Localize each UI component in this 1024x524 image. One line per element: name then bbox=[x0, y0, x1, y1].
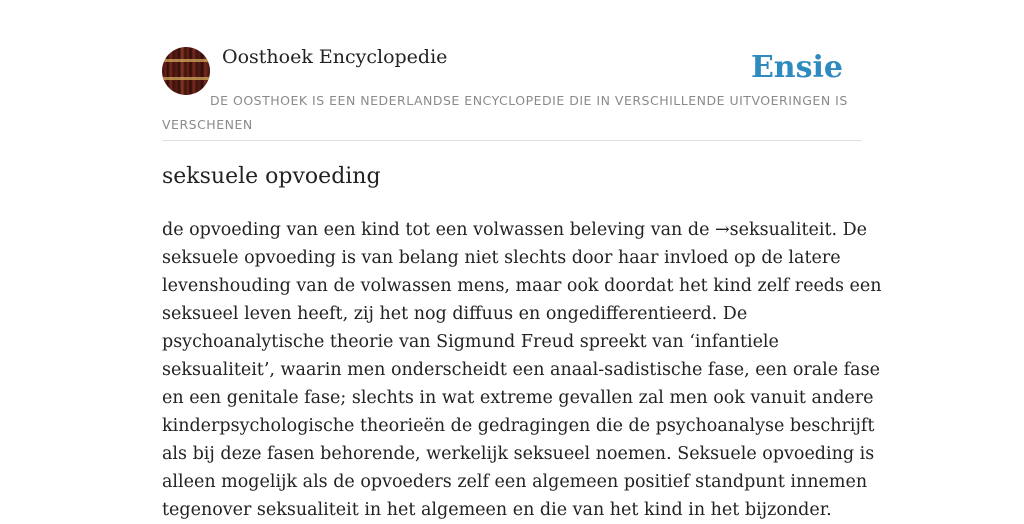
article-line: alleen mogelijk als de opvoeders zelf een algemeen positief standpunt innemen bbox=[162, 472, 868, 492]
ensie-logo-link[interactable]: Ensie bbox=[750, 50, 843, 85]
book-spines-icon[interactable] bbox=[162, 47, 210, 95]
article-line: als bij deze fasen behorende, werkelijk seksueel noemen. Seksuele opvoeding is bbox=[162, 444, 875, 464]
site-header bbox=[162, 0, 862, 141]
article-line: seksueel leven heeft, zij het nog diffuus en ongedifferentieerd. De bbox=[162, 304, 748, 324]
site-name-link[interactable]: Oosthoek Encyclopedie bbox=[222, 46, 448, 68]
site-tagline: DE OOSTHOEK IS EEN NEDERLANDSE ENCYCLOPEDIE DIE IN VERSCHILLENDE UITVOERINGEN IS VERSCHENEN bbox=[162, 93, 848, 132]
article-body bbox=[162, 216, 882, 524]
article-line: seksualiteit’, waarin men onderscheidt een anaal-sadistische fase, een orale fase bbox=[162, 360, 880, 380]
page bbox=[162, 0, 882, 520]
article-line: kinderpsychologische theorieën de gedragingen die de psychoanalyse beschrijft bbox=[162, 416, 875, 436]
article-line: en een genitale fase; slechts in wat extreme gevallen zal men ook vanuit andere bbox=[162, 388, 874, 408]
article-line: de opvoeding van een kind tot een volwassen beleving van de →seksualiteit. De bbox=[162, 220, 868, 240]
article-line: seksuele opvoeding is van belang niet slechts door haar invloed op de latere bbox=[162, 248, 841, 268]
article-line: tegenover seksualiteit in het algemeen en die van het kind in het bijzonder. bbox=[162, 500, 832, 520]
article-line: levenshouding van de volwassen mens, maar ook doordat het kind zelf reeds een bbox=[162, 276, 882, 296]
article-line: psychoanalytische theorie van Sigmund Freud spreekt van ‘infantiele bbox=[162, 332, 779, 352]
article-title: seksuele opvoeding bbox=[162, 164, 381, 189]
